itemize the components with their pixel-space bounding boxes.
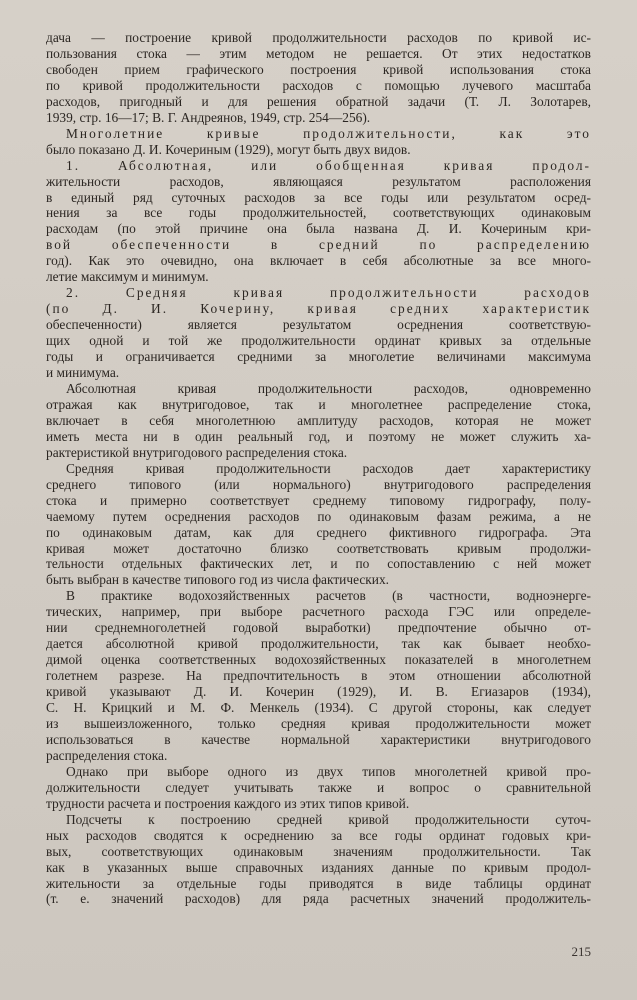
text-line: Абсолютная кривая продолжительности расходов, одновременно xyxy=(66,380,591,396)
text-line: и минимума. xyxy=(46,365,120,381)
text-line: дача — построение кривой продолжительности расходов по кривой ис- xyxy=(46,30,591,45)
text-line: отражая как внутригодовое, так и многолетнее распределение стока, xyxy=(46,396,591,412)
text-line: среднего типового (или нормального) внутригодового распределения xyxy=(46,476,591,492)
text-line: было показано Д. И. Кочериным (1929), могут быть двух видов. xyxy=(46,141,411,157)
text-line: димой оценка соответственных водохозяйственных показателей в многолетнем xyxy=(46,652,591,668)
text-line: чаемому путем осреднения расходов по одинаковым фазам режима, а не xyxy=(46,508,591,524)
text-line: иметь места ни в один реальный год, и поэтому не может служить ха- xyxy=(46,428,591,444)
page-number: 215 xyxy=(571,944,591,959)
text-line: 1. Абсолютная, или обобщенная кривая продол- xyxy=(66,157,591,173)
text-line: нии среднемноголетней годовой выработки) предпочтение обычно от- xyxy=(46,620,591,636)
text-line: тических, например, при выборе расчетного расхода ГЭС или определе- xyxy=(46,604,591,620)
text-line: ных расходов сводятся к осреднению за все годы ординат годовых кри- xyxy=(46,827,591,843)
text-line: из вышеизложенного, только средняя кривая продолжительности может xyxy=(46,715,591,731)
text-line: кривой указывают Д. И. Кочерин (1929), И. В. Егиазаров (1934), xyxy=(46,684,591,700)
text-line: дается абсолютной кривой продолжительности, так как бывает необхо- xyxy=(46,636,591,652)
text-line: стока и примерно соответствует среднему типовому гидрографу, полу- xyxy=(46,492,591,508)
text-line: по одинаковым датам, как для среднего фиктивного гидрографа. Эта xyxy=(46,524,591,540)
text-line: щих одной и той же продолжительности ординат кривых за отдельные xyxy=(46,333,591,349)
text-line: как в указанных выше справочных изданиях данные по кривым продол- xyxy=(46,859,591,875)
text-line: по кривой продолжительности расходов с помощью лучевого масштаба xyxy=(46,77,591,93)
text-line: использоваться в качестве нормальной характеристики внутригодового xyxy=(46,731,591,747)
text-line: жительности за отдельные годы приводятся в виде таблицы ординат xyxy=(46,875,591,891)
text-line: кривая может достаточно близко соответствовать кривым продолжи- xyxy=(46,540,591,556)
text-line: летие максимум и минимум. xyxy=(46,269,209,285)
text-line: Средняя кривая продолжительности расходов дает характеристику xyxy=(66,460,591,476)
text-line: 1939, стр. 16—17; В. Г. Андреянов, 1949, стр. 254—256). xyxy=(46,109,371,125)
text-line: расходам (по этой причине она была названа Д. И. Кочериным кри- xyxy=(46,221,591,237)
text-line: (т. е. значений расходов) для ряда расчетных значений продолжитель- xyxy=(46,891,591,907)
text-line: годы и ограничивается средними за многолетие величинами максимума xyxy=(46,349,591,365)
text-line: Подсчеты к построению средней кривой продолжительности суточ- xyxy=(66,811,591,827)
text-line: (по Д. И. Кочерину, кривая средних характеристик xyxy=(46,301,591,317)
body-text xyxy=(46,30,591,907)
text-line: тельности отдельных фактических лет, и по сопоставлению с ней может xyxy=(46,556,591,572)
text-line: С. Н. Крицкий и М. Ф. Менкель (1934). С другой стороны, как следует xyxy=(46,700,591,716)
text-line: свободен прием графического построения кривой использования стока xyxy=(46,61,591,77)
text-line: включает в себя многолетнюю амплитуду расходов, которая не может xyxy=(46,412,591,428)
text-line: вой обеспеченности в средний по распределению xyxy=(46,237,591,253)
text-line: быть выбран в качестве типового год из числа фактических. xyxy=(46,572,390,588)
text-line: расходов, пригодный и для решения обратной задачи (Т. Л. Золотарев, xyxy=(46,93,591,109)
text-line: год). Как это очевидно, она включает в себя абсолютные за все много- xyxy=(46,253,591,269)
text-line: рактеристикой внутригодового распределения стока. xyxy=(46,444,348,460)
text-line: нения за все годы продолжительностей, соответствующих одинаковым xyxy=(46,205,591,221)
text-line: Многолетние кривые продолжительности, как это xyxy=(66,125,591,141)
text-line: пользования стока — этим методом не решается. От этих недостатков xyxy=(46,45,591,61)
text-line: обеспеченности) является результатом осреднения соответствую- xyxy=(46,317,591,333)
text-line: в единый ряд суточных расходов за все годы или результатом осред- xyxy=(46,189,591,205)
text-line: трудности расчета и построения каждого из этих типов кривой. xyxy=(46,795,410,811)
text-line: распределения стока. xyxy=(46,747,168,763)
text-line: вых, соответствующих одинаковым значениям продолжительности. Так xyxy=(46,843,591,859)
text-line: голетнем разрезе. На предпочтительность в этом отношении абсолютной xyxy=(46,668,591,684)
text-line: В практике водохозяйственных расчетов (в частности, водноэнерге- xyxy=(66,588,591,604)
text-line: жительности расходов, являющаяся результатом расположения xyxy=(46,173,591,189)
text-line: Однако при выборе одного из двух типов многолетней кривой про- xyxy=(66,763,591,779)
text-line: 2. Средняя кривая продолжительности расходов xyxy=(66,285,591,301)
text-line: должительности следует учитывать также и вопрос о сравнительной xyxy=(46,779,591,795)
